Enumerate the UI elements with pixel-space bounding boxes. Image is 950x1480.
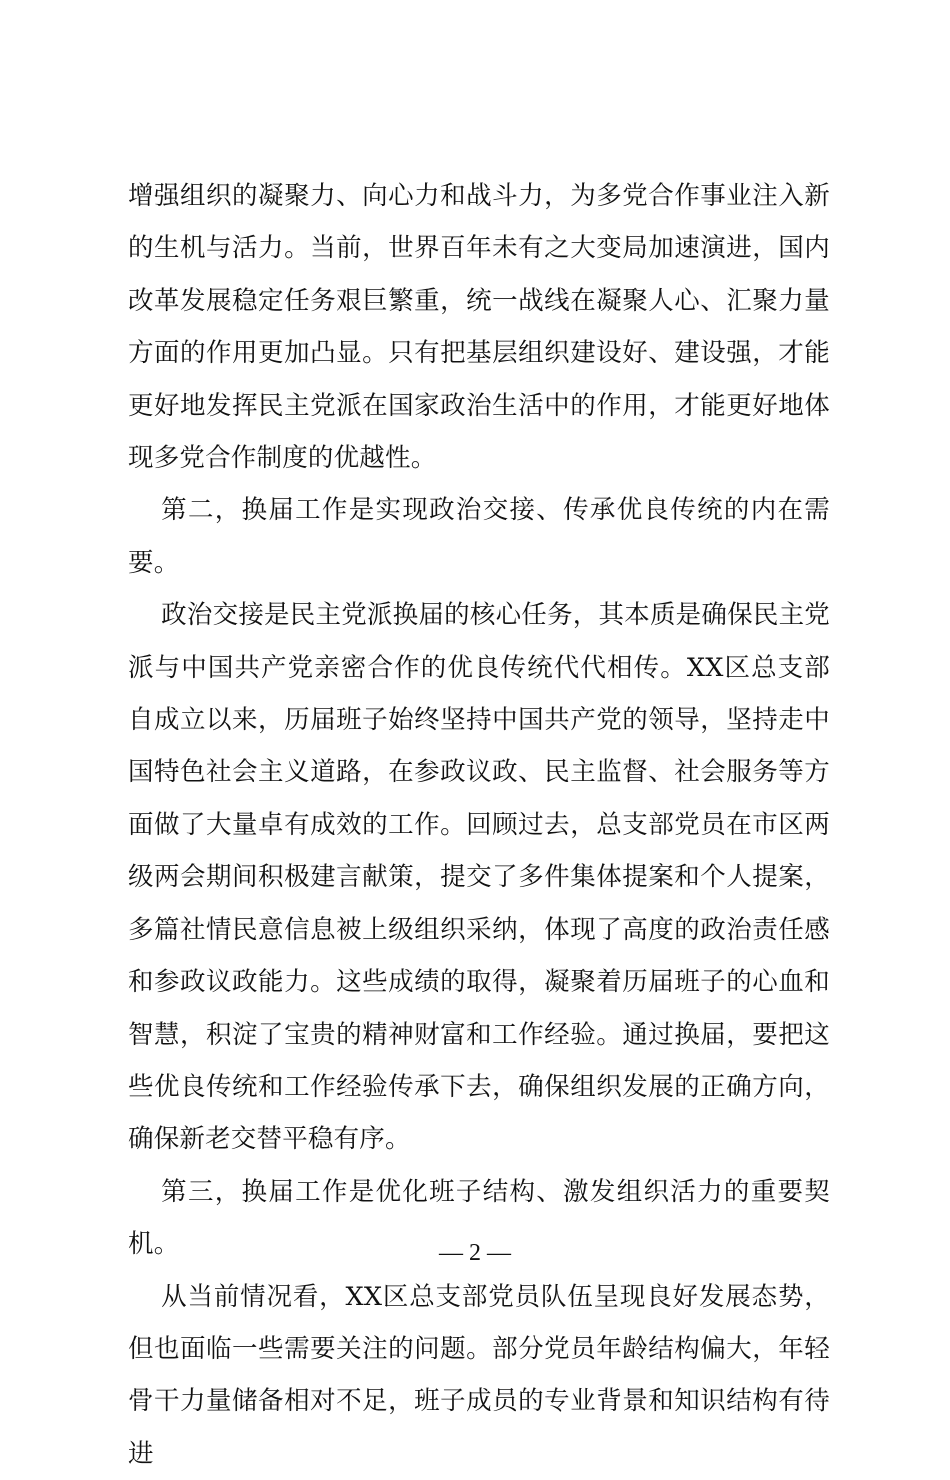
body-text [128, 170, 830, 1480]
paragraph-5: 从当前情况看，XX区总支部党员队伍呈现良好发展态势，但也面临一些需要关注的问题。部分党员年龄结构偏大，年轻骨干力量储备相对不足，班子成员的专业背景和知识结构有待进 [128, 1281, 830, 1469]
paragraph-3: 政治交接是民主党派换届的核心任务，其本质是确保民主党派与中国共产党亲密合作的优良传统代代相传。XX区总支部自成立以来，历届班子始终坚持中国共产党的领导，坚持走中国特色社会主义道路，在参政议政、民主监督、社会服务等方面做了大量卓有成效的工作。回顾过去，总支部党员在市区两级两会期间积极建言献策，提交了多件集体提案和个人提案，多篇社情民意信息被上级组织采纳，体现了高度的政治责任感和参政议政能力。这些成绩的取得，凝聚着历届班子的心血和智慧，积淀了宝贵的精神财富和工作经验。通过换届，要把这些优良传统和工作经验传承下去，确保组织发展的正确方向，确保新老交替平稳有序。 [128, 600, 830, 1155]
paragraph-2-heading: 第二，换届工作是实现政治交接、传承优良传统的内在需要。 [128, 495, 830, 578]
page-number: — 2 — [439, 1240, 511, 1266]
paragraph-1: 增强组织的凝聚力、向心力和战斗力，为多党合作事业注入新的生机与活力。当前，世界百年未有之大变局加速演进，国内改革发展稳定任务艰巨繁重，统一战线在凝聚人心、汇聚力量方面的作用更加凸显。只有把基层组织建设好、建设强，才能更好地发挥民主党派在国家政治生活中的作用，才能更好地体现多党合作制度的优越性。 [128, 181, 830, 474]
paragraph-4-heading: 第三，换届工作是优化班子结构、激发组织活力的重要契机。 [128, 1176, 830, 1260]
